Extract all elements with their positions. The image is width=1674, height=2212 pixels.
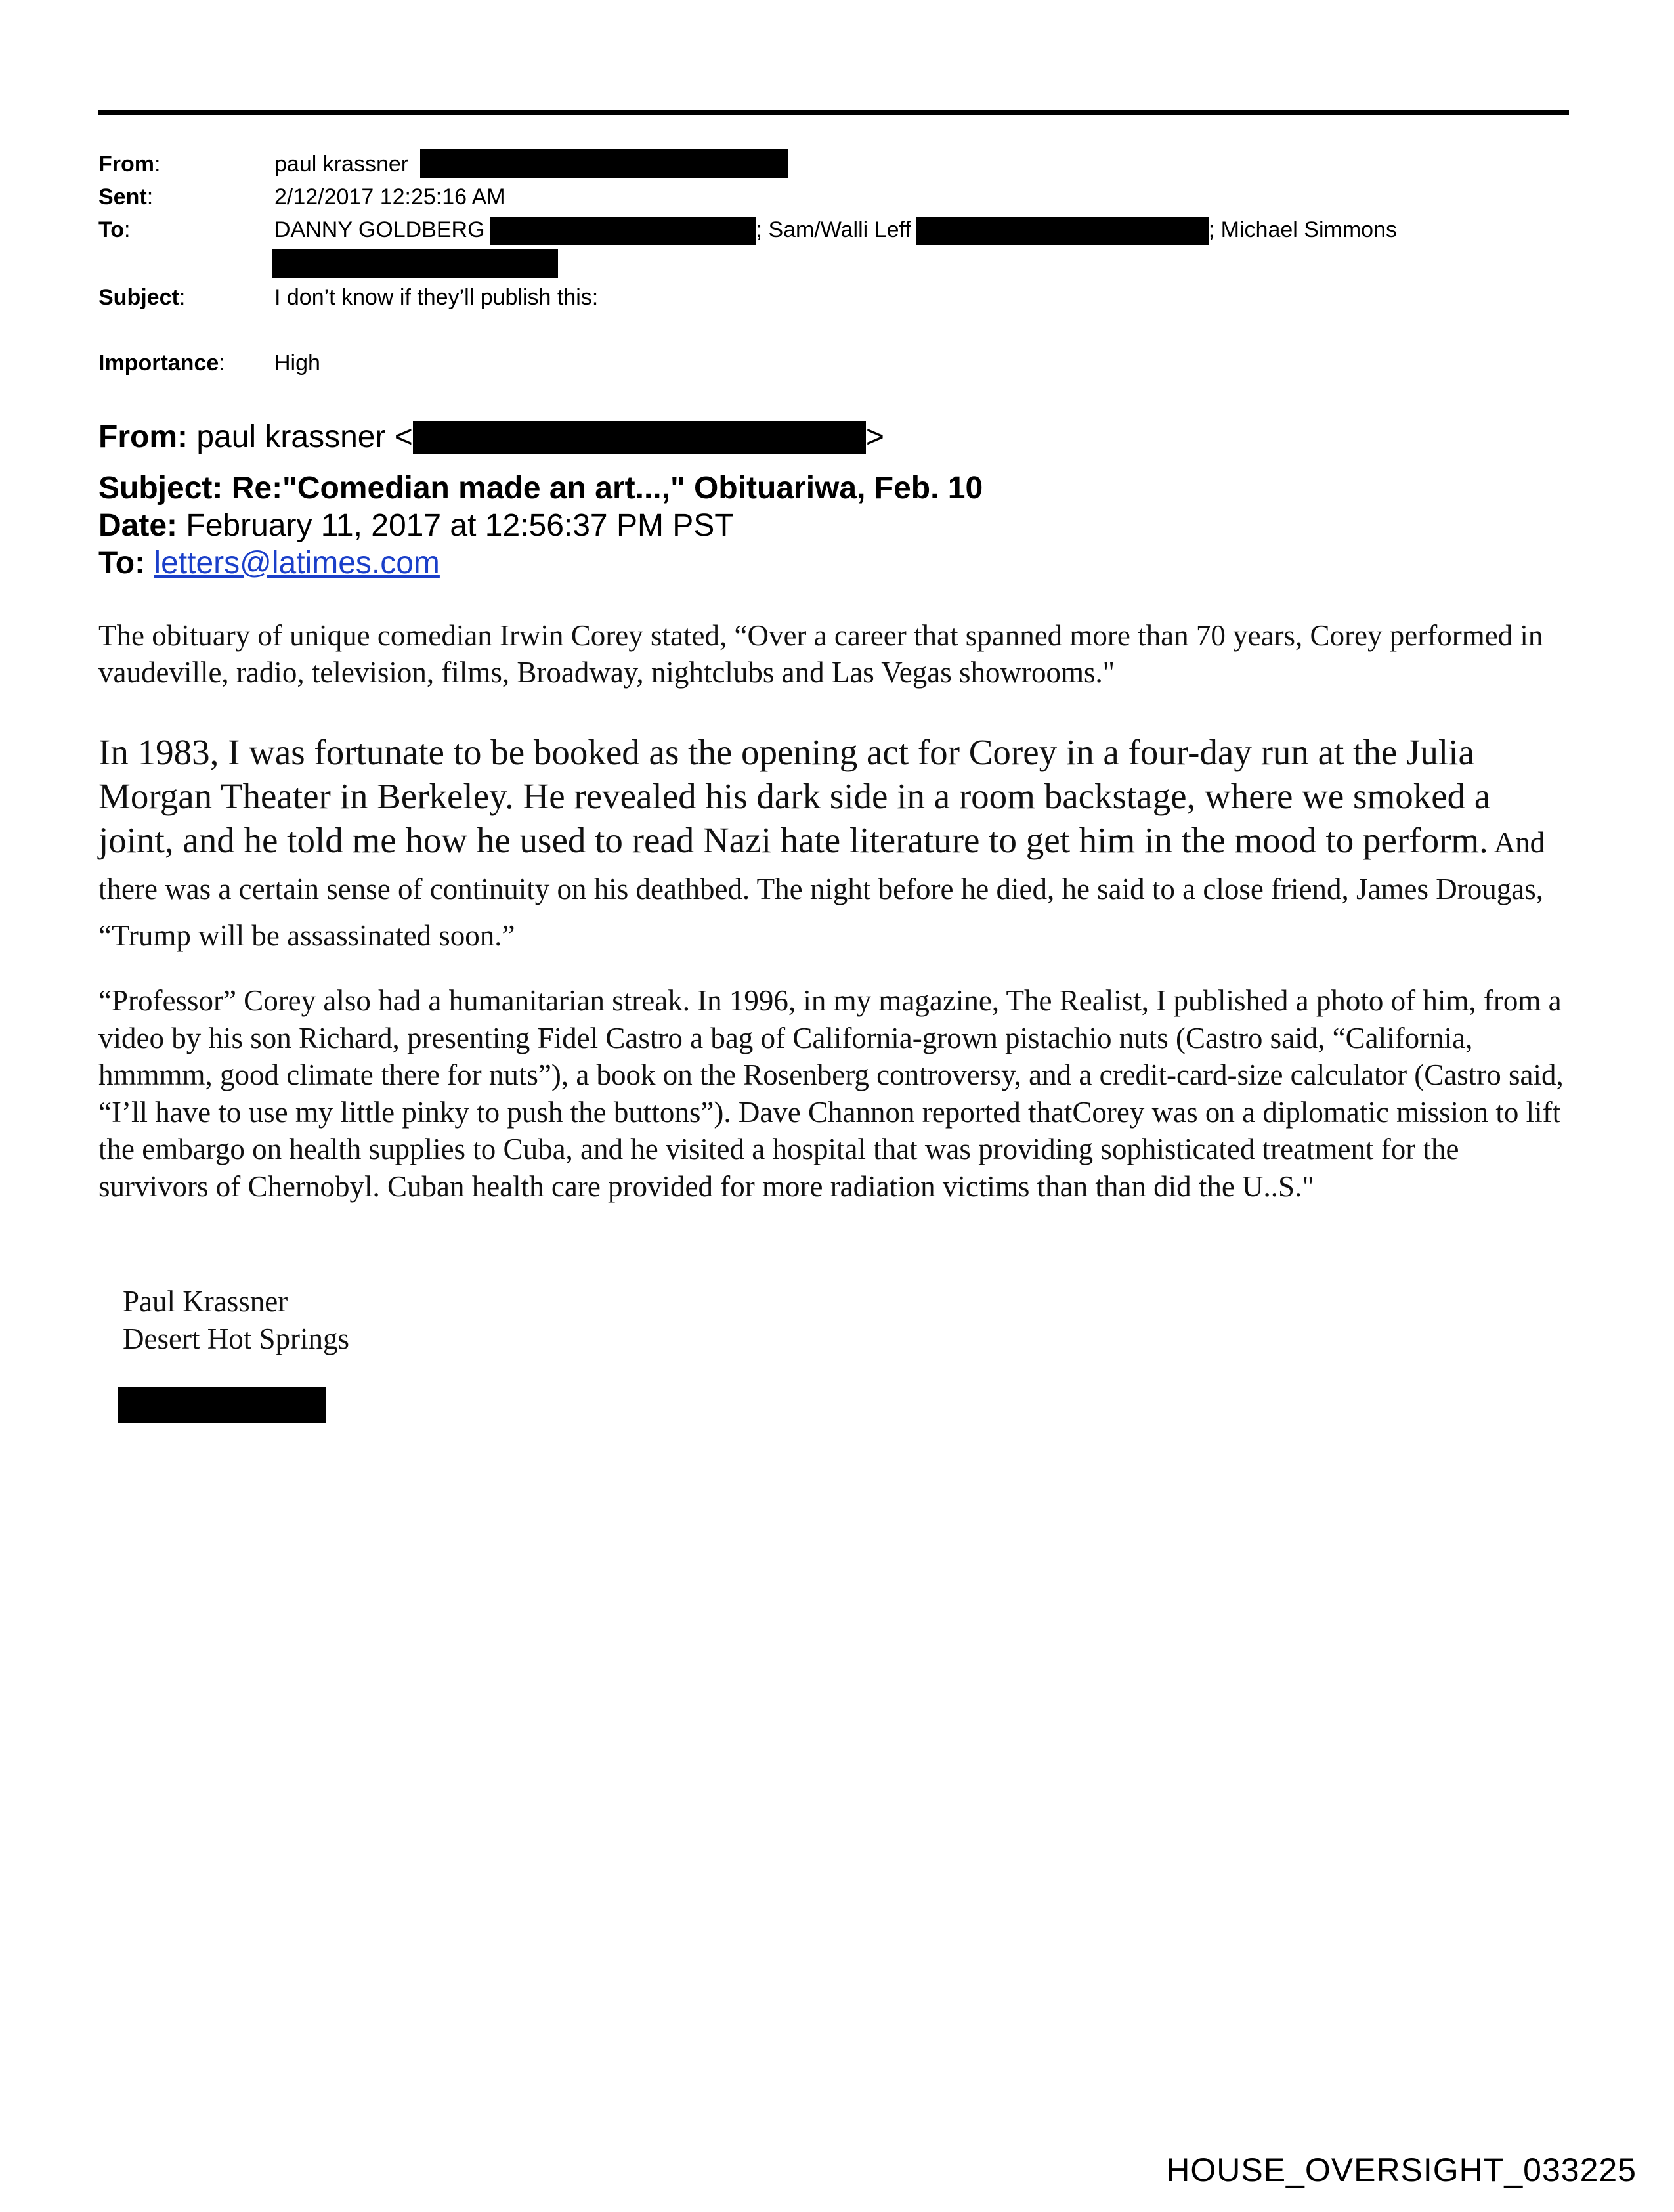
forwarded-subject-value: Re:"Comedian made an art...," Obituariwa, Feb. 10 — [231, 471, 983, 506]
body-paragraph: “Professor” Corey also had a humanitarian streak. In 1996, in my magazine, The Realist, I published a photo of him, from a video by his son Richard, presenting Fidel Castro a bag of California-grown pistachio nuts (Castro said, “California, hmmmm, good climate there for nuts”), a book on the Rosenberg controversy, and a credit-card-size calculator (Castro said, “I’ll have to use my little pinky to push the buttons”). Dave Channon reported thatCorey was on a diplomatic mission to lift the embargo on health supplies to Cuba, and he visited a hospital that was providing sophisticated treatment for the survivors of Chernobyl. Cuban health care provided for more radiation victims than than did the U..S." — [98, 984, 1564, 1203]
forwarded-to-row — [98, 545, 440, 582]
header-to-recipient: ; Sam/Walli Leff — [756, 217, 911, 242]
body-paragraph-large-text: In 1983, I was fortunate to be booked as the opening act for Corey in a four-day run at the Julia Morgan Theater in Berkeley. He revealed his dark side in a room backstage, where we smoked a joint, and he told me how he used to read Nazi hate literature to get him in the mood to perform. — [98, 732, 1491, 860]
body-paragraph — [98, 730, 1572, 958]
forwarded-subject-label: Subject: — [98, 471, 223, 506]
header-subject-label: Subject: — [98, 285, 186, 310]
body-paragraph: The obituary of unique comedian Irwin Corey stated, “Over a career that spanned more than 70 years, Corey performed in vaudeville, radio, television, films, Broadway, nightclubs and Las Vegas showrooms." — [98, 619, 1543, 689]
body-paragraph-small-text: And there was a certain sense of continuity on his deathbed. The night before he died, he said to a close friend, James Drougas, “Trump will be assassinated soon.” — [98, 826, 1545, 952]
redaction-bar — [413, 421, 866, 454]
forwarded-from-row: From: paul krassner < > — [98, 420, 884, 454]
redaction-bar — [118, 1387, 326, 1423]
signature-name: Paul Krassner — [123, 1285, 288, 1318]
header-to-recipient: DANNY GOLDBERG — [274, 217, 485, 242]
header-from-label: From: — [98, 152, 161, 177]
forwarded-to-label: To: — [98, 546, 146, 580]
email-link[interactable]: letters@latimes.com — [154, 546, 440, 580]
forwarded-from-label: From: — [98, 420, 188, 454]
header-sent-value: 2/12/2017 12:25:16 AM — [274, 184, 505, 209]
header-importance-label: Importance: — [98, 351, 225, 376]
signature-location: Desert Hot Springs — [123, 1322, 349, 1355]
signature — [123, 1283, 349, 1358]
redaction-bar — [272, 249, 558, 278]
top-rule — [98, 110, 1569, 115]
header-to-label: To: — [98, 217, 131, 242]
header-sent-label: Sent: — [98, 184, 154, 209]
forwarded-date-label: Date: — [98, 508, 178, 543]
forwarded-subject-row — [98, 470, 983, 507]
forwarded-from-value: paul krassner < — [196, 420, 413, 454]
bates-number: HOUSE_OVERSIGHT_033225 — [1166, 2152, 1637, 2188]
forwarded-date-row — [98, 508, 734, 544]
redaction-bar — [420, 149, 788, 178]
redaction-bar — [916, 217, 1209, 245]
header-to-recipient: ; Michael Simmons — [1208, 217, 1397, 242]
redaction-bar — [490, 217, 756, 245]
header-subject-value: I don’t know if they’ll publish this: — [274, 285, 599, 310]
forwarded-date-value: February 11, 2017 at 12:56:37 PM PST — [186, 508, 734, 543]
header-importance-value: High — [274, 351, 320, 376]
header-from-value: paul krassner — [274, 152, 409, 177]
